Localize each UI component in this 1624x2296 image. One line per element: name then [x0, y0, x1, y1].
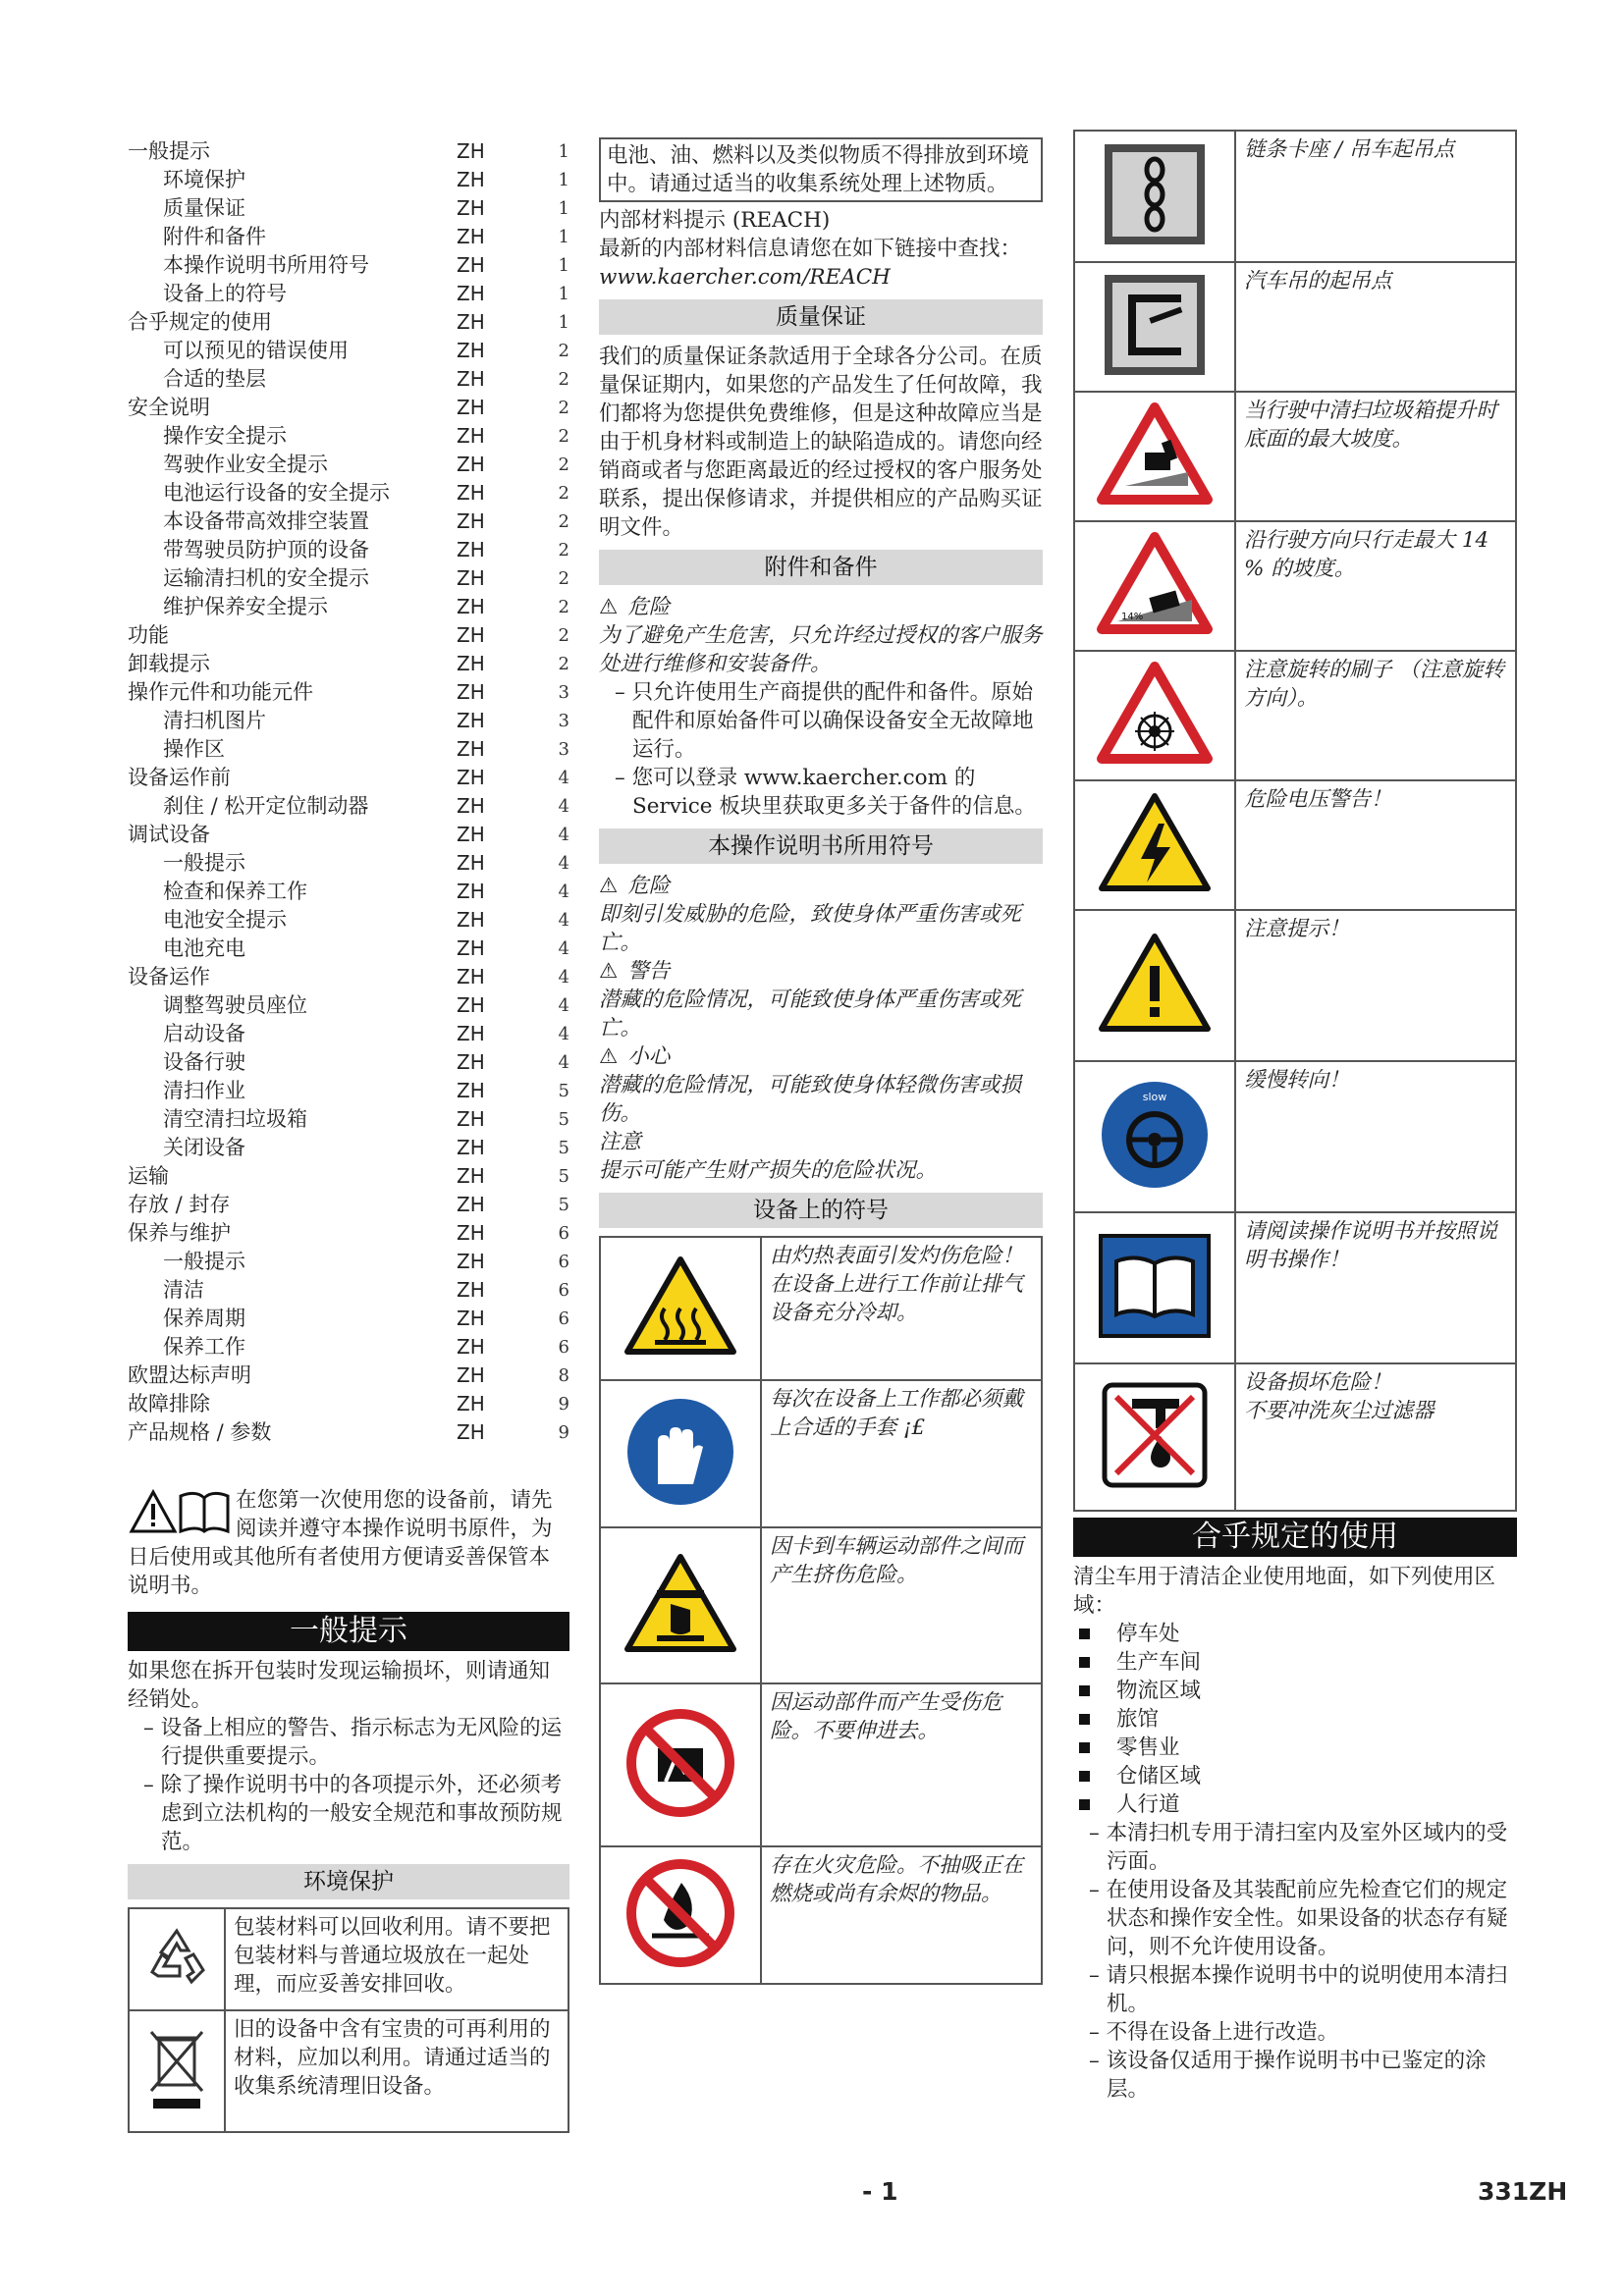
- toc-entry: [128, 1134, 569, 1162]
- heading-symbols-manual: 本操作说明书所用符号: [599, 828, 1043, 864]
- toc-title: 欧盟达标声明: [128, 1363, 251, 1387]
- intended-areas: [1073, 1620, 1517, 1819]
- symbol-text: 每次在设备上工作都必须戴上合适的手套 ¡£: [761, 1380, 1042, 1527]
- toc-page: 4: [558, 938, 569, 959]
- toc-title: 操作安全提示: [163, 424, 287, 448]
- toc-page: 4: [558, 768, 569, 788]
- list-item: 旅馆: [1073, 1705, 1517, 1734]
- toc-entry: [128, 991, 569, 1020]
- toc-page: 2: [558, 654, 569, 674]
- symbols-manual-list: [599, 872, 1043, 1185]
- toc-lang: ZH: [457, 253, 485, 277]
- toc-title: 存放 / 封存: [128, 1193, 231, 1216]
- signal-word: ⚠ 危险: [599, 874, 671, 898]
- toc-lang: ZH: [457, 1050, 485, 1074]
- toc-title: 操作区: [163, 737, 225, 761]
- symbol-row: [600, 1527, 1042, 1683]
- symbol-row: [1074, 392, 1516, 521]
- toc-lang: ZH: [457, 737, 485, 761]
- page-number: - 1: [862, 2177, 898, 2206]
- toc-page: 2: [558, 426, 569, 447]
- toc-lang: ZH: [457, 396, 485, 419]
- symbol-text: 沿行驶方向只行走最大 14 % 的坡度。: [1235, 521, 1516, 651]
- toc-lang: ZH: [457, 652, 485, 675]
- symbol-text: 请阅读操作说明书并按照说明书操作！: [1235, 1212, 1516, 1363]
- list-item: – 不得在设备上进行改造。: [1073, 2018, 1517, 2047]
- toc-page: 1: [558, 284, 569, 304]
- toc-lang: ZH: [457, 481, 485, 505]
- toc-title: 故障排除: [128, 1392, 210, 1415]
- toc-lang: ZH: [457, 993, 485, 1017]
- env-text-1: 包装材料可以回收利用。请不要把包装材料与普通垃圾放在一起处理，而应妥善安排回收。: [225, 1908, 568, 2010]
- toc-title: 电池运行设备的安全提示: [163, 481, 390, 505]
- svg-text:14%: 14%: [1121, 612, 1144, 622]
- toc-entry: [128, 1105, 569, 1134]
- toc-lang: ZH: [457, 936, 485, 960]
- symbol-text: 缓慢转向！: [1235, 1061, 1516, 1212]
- toc-lang: ZH: [457, 1193, 485, 1216]
- toc-entry: [128, 1191, 569, 1219]
- toc-lang: ZH: [457, 566, 485, 590]
- toc-title: 保养工作: [163, 1335, 245, 1359]
- toc-entry: [128, 1418, 569, 1447]
- symbol-text: 由灼热表面引发灼伤危险！在设备上进行工作前让排气设备充分冷却。: [761, 1237, 1042, 1380]
- toc-title: 驾驶作业安全提示: [163, 453, 328, 476]
- signal-word-text: 即刻引发威胁的危险，致使身体严重伤害或死亡。: [599, 902, 1022, 955]
- column-middle: [599, 137, 1043, 1985]
- toc-entry: [128, 451, 569, 479]
- toc-lang: ZH: [457, 965, 485, 988]
- toc-entry: [128, 536, 569, 564]
- toc-entry: [128, 507, 569, 536]
- general-p1: 如果您在拆开包装时发现运输损坏，则请通知经销处。: [128, 1659, 551, 1712]
- toc-page: 1: [558, 227, 569, 247]
- toc-entry: [128, 1162, 569, 1191]
- toc-title: 电池安全提示: [163, 908, 287, 932]
- toc-title: 合乎规定的使用: [128, 310, 272, 334]
- symbol-text: 注意旋转的刷子 （注意旋转方向）。: [1235, 651, 1516, 780]
- toc-lang: ZH: [457, 1335, 485, 1359]
- symbol-text: 链条卡座 / 吊车起吊点: [1235, 131, 1516, 262]
- symbol-row: [1074, 1061, 1516, 1212]
- toc-title: 产品规格 / 参数: [128, 1420, 272, 1444]
- toc-title: 可以预见的错误使用: [163, 339, 349, 362]
- toc-lang: ZH: [457, 794, 485, 818]
- device-symbols-table-2: [1073, 130, 1517, 1512]
- symbol-row: [600, 1683, 1042, 1846]
- toc-page: 2: [558, 597, 569, 617]
- list-item: – 该设备仅适用于操作说明书中已鉴定的涂层。: [1073, 2047, 1517, 2104]
- toc-page: 2: [558, 483, 569, 504]
- max-slope-dumping-icon: [1074, 392, 1235, 521]
- toc-entry: [128, 707, 569, 735]
- doc-code: 331ZH: [1478, 2177, 1568, 2206]
- signal-word-text: 潜藏的危险情况，可能致使身体严重伤害或死亡。: [599, 988, 1022, 1041]
- list-item: 停车处: [1073, 1620, 1517, 1648]
- list-item: 物流区域: [1073, 1677, 1517, 1705]
- symbol-row: [1074, 262, 1516, 392]
- no-water-filter-icon: [1074, 1363, 1235, 1511]
- heading-accessories: 附件和备件: [599, 550, 1043, 585]
- hot-surface-icon: [600, 1237, 761, 1380]
- toc-page: 2: [558, 540, 569, 561]
- toc-page: 2: [558, 454, 569, 475]
- toc-page: 1: [558, 312, 569, 333]
- caution-icon: [1074, 910, 1235, 1061]
- toc-entry: [128, 735, 569, 764]
- list-item: 生产车间: [1073, 1648, 1517, 1677]
- intended-notes: [1073, 1819, 1517, 2104]
- column-left: [128, 137, 569, 2133]
- toc-title: 清扫作业: [163, 1079, 245, 1102]
- toc-lang: ZH: [457, 1221, 485, 1245]
- symbol-text: 危险电压警告！: [1235, 780, 1516, 910]
- symbol-text: 因运动部件而产生受伤危险。不要伸进去。: [761, 1683, 1042, 1846]
- toc-entry: [128, 621, 569, 650]
- warning-triangle-icon: ⚠: [599, 874, 619, 898]
- heading-intended-use: 合乎规定的使用: [1073, 1518, 1517, 1557]
- toc-title: 功能: [128, 623, 169, 647]
- table-of-contents: [128, 137, 569, 1447]
- toc-lang: ZH: [457, 1420, 485, 1444]
- toc-page: 9: [558, 1422, 569, 1443]
- chain-hoist-icon: [1074, 131, 1235, 262]
- toc-title: 检查和保养工作: [163, 880, 307, 903]
- symbol-text: 汽车吊的起吊点: [1235, 262, 1516, 392]
- toc-entry: [128, 1048, 569, 1077]
- toc-title: 一般提示: [163, 1250, 245, 1273]
- toc-entry: [128, 479, 569, 507]
- toc-entry: [128, 137, 569, 166]
- toc-page: 2: [558, 369, 569, 390]
- toc-page: 8: [558, 1365, 569, 1386]
- read-manual-icon: [1074, 1212, 1235, 1363]
- toc-title: 清扫机图片: [163, 709, 266, 732]
- accessories-danger-text: 为了避免产生危害，只允许经过授权的客户服务处进行维修和安装备件。: [599, 623, 1043, 676]
- toc-title: 电池充电: [163, 936, 245, 960]
- toc-page: 2: [558, 625, 569, 646]
- toc-page: 3: [558, 711, 569, 731]
- toc-page: 4: [558, 825, 569, 845]
- toc-title: 清洁: [163, 1278, 204, 1302]
- toc-title: 合适的垫层: [163, 367, 266, 391]
- symbol-row: [1074, 521, 1516, 651]
- toc-entry: [128, 906, 569, 934]
- symbol-row: [1074, 910, 1516, 1061]
- toc-entry: [128, 934, 569, 963]
- toc-entry: [128, 1020, 569, 1048]
- toc-lang: ZH: [457, 595, 485, 618]
- warning-triangle-icon: ⚠: [599, 1044, 619, 1069]
- toc-title: 运输: [128, 1164, 169, 1188]
- toc-page: 5: [558, 1081, 569, 1101]
- toc-entry: [128, 308, 569, 337]
- toc-lang: ZH: [457, 1022, 485, 1045]
- toc-lang: ZH: [457, 680, 485, 704]
- toc-title: 清空清扫垃圾箱: [163, 1107, 307, 1131]
- toc-page: 4: [558, 853, 569, 874]
- intended-text: 清尘车用于清洁企业使用地面，如下列使用区域：: [1073, 1565, 1496, 1618]
- no-reach-icon: [600, 1683, 761, 1846]
- toc-lang: ZH: [457, 766, 485, 789]
- reach-title: 内部材料提示 (REACH): [599, 208, 831, 233]
- toc-title: 本操作说明书所用符号: [163, 253, 369, 277]
- list-item: – 在使用设备及其装配前应先检查它们的规定状态和操作安全性。如果设备的状态存有疑问，则不允许使用设备。: [1073, 1876, 1517, 1961]
- list-item: – 请只根据本操作说明书中的说明使用本清扫机。: [1073, 1961, 1517, 2018]
- toc-page: 4: [558, 995, 569, 1016]
- toc-entry: [128, 1305, 569, 1333]
- slow-steering-icon: [1074, 1061, 1235, 1212]
- svg-text:slow: slow: [1142, 1091, 1167, 1103]
- toc-title: 调整驾驶员座位: [163, 993, 307, 1017]
- toc-lang: ZH: [457, 225, 485, 248]
- toc-title: 调试设备: [128, 823, 210, 846]
- toc-entry: [128, 422, 569, 451]
- toc-entry: [128, 194, 569, 223]
- toc-page: 6: [558, 1280, 569, 1301]
- intro-text: 在您第一次使用您的设备前，请先阅读并遵守本操作说明书原件，为日后使用或其他所有者使用方便请妥善保管本说明书。: [128, 1488, 553, 1598]
- toc-page: 2: [558, 568, 569, 589]
- toc-lang: ZH: [457, 168, 485, 191]
- toc-page: 4: [558, 910, 569, 931]
- toc-lang: ZH: [457, 823, 485, 846]
- toc-lang: ZH: [457, 1307, 485, 1330]
- toc-page: 5: [558, 1166, 569, 1187]
- toc-entry: [128, 223, 569, 251]
- toc-title: 刹住 / 松开定位制动器: [163, 794, 369, 818]
- signal-word-text: 提示可能产生财产损失的危险状况。: [599, 1158, 938, 1183]
- toc-title: 一般提示: [163, 851, 245, 875]
- toc-lang: ZH: [457, 623, 485, 647]
- general-d2: – 除了操作说明书中的各项提示外，还必须考虑到立法机构的一般安全规范和事故预防规范。: [128, 1771, 569, 1856]
- reach-url: www.kaercher.com/REACH: [599, 265, 891, 290]
- symbol-row: [600, 1237, 1042, 1380]
- toc-page: 9: [558, 1394, 569, 1415]
- toc-page: 3: [558, 682, 569, 703]
- symbol-text: 因卡到车辆运动部件之间而产生挤伤危险。: [761, 1527, 1042, 1683]
- toc-lang: ZH: [457, 282, 485, 305]
- signal-word: 注意: [599, 1130, 642, 1154]
- toc-page: 3: [558, 739, 569, 760]
- toc-lang: ZH: [457, 453, 485, 476]
- toc-lang: ZH: [457, 339, 485, 362]
- toc-title: 本设备带高效排空装置: [163, 509, 369, 533]
- symbol-row: [1074, 1363, 1516, 1511]
- toc-title: 设备上的符号: [163, 282, 287, 305]
- toc-page: 4: [558, 881, 569, 902]
- slope-14-icon: [1074, 521, 1235, 651]
- toc-lang: ZH: [457, 908, 485, 932]
- toc-page: 2: [558, 398, 569, 418]
- toc-entry: [128, 792, 569, 821]
- symbol-row: [1074, 131, 1516, 262]
- warning-triangle-icon: ⚠: [599, 595, 619, 619]
- toc-lang: ZH: [457, 196, 485, 220]
- gloves-icon: [600, 1380, 761, 1527]
- toc-entry: [128, 280, 569, 308]
- toc-title: 安全说明: [128, 396, 210, 419]
- warning-triangle-icon: ⚠: [599, 959, 619, 984]
- warning-read-manual-icon: [128, 1486, 230, 1535]
- symbol-row: [1074, 1212, 1516, 1363]
- rotating-brush-icon: [1074, 651, 1235, 780]
- toc-page: 5: [558, 1195, 569, 1215]
- accessories-danger: ⚠ 危险: [599, 595, 671, 619]
- toc-entry: [128, 1219, 569, 1248]
- toc-lang: ZH: [457, 709, 485, 732]
- toc-entry: [128, 1390, 569, 1418]
- toc-lang: ZH: [457, 880, 485, 903]
- toc-title: 维护保养安全提示: [163, 595, 328, 618]
- toc-entry: [128, 593, 569, 621]
- toc-title: 一般提示: [128, 139, 210, 163]
- heading-env: 环境保护: [128, 1864, 569, 1899]
- crush-hand-icon: [600, 1527, 761, 1683]
- symbol-row: [600, 1846, 1042, 1984]
- high-voltage-icon: [1074, 780, 1235, 910]
- toc-page: 6: [558, 1223, 569, 1244]
- toc-page: 1: [558, 141, 569, 162]
- accessories-d1: – 只允许使用生产商提供的配件和备件。原始配件和原始备件可以确保设备安全无故障地运行。: [599, 678, 1043, 764]
- toc-entry: [128, 1077, 569, 1105]
- toc-title: 质量保证: [163, 196, 245, 220]
- toc-entry: [128, 365, 569, 394]
- toc-entry: [128, 166, 569, 194]
- toc-entry: [128, 764, 569, 792]
- signal-word: ⚠ 小心: [599, 1044, 671, 1069]
- toc-page: 5: [558, 1138, 569, 1158]
- toc-page: 4: [558, 796, 569, 817]
- toc-page: 1: [558, 255, 569, 276]
- toc-lang: ZH: [457, 310, 485, 334]
- column-right: [1073, 130, 1517, 2104]
- toc-title: 卸载提示: [128, 652, 210, 675]
- toc-title: 设备运作: [128, 965, 210, 988]
- toc-page: 4: [558, 1052, 569, 1073]
- toc-page: 4: [558, 967, 569, 988]
- toc-lang: ZH: [457, 1363, 485, 1387]
- toc-entry: [128, 650, 569, 678]
- toc-title: 环境保护: [163, 168, 245, 191]
- intro-note: [128, 1486, 569, 1600]
- toc-title: 设备行驶: [163, 1050, 245, 1074]
- toc-title: 操作元件和功能元件: [128, 680, 313, 704]
- toc-lang: ZH: [457, 1107, 485, 1131]
- toc-page: 5: [558, 1109, 569, 1130]
- heading-quality: 质量保证: [599, 299, 1043, 335]
- toc-entry: [128, 394, 569, 422]
- general-d1: – 设备上相应的警告、指示标志为无风险的运行提供重要提示。: [128, 1714, 569, 1771]
- env-text-2: 旧的设备中含有宝贵的可再利用的材料，应加以利用。请通过适当的收集系统清理旧设备。: [225, 2010, 568, 2132]
- toc-lang: ZH: [457, 1164, 485, 1188]
- device-symbols-table-1: [599, 1236, 1043, 1985]
- toc-title: 设备运作前: [128, 766, 231, 789]
- signal-word: ⚠ 警告: [599, 959, 671, 984]
- recycle-icon: [142, 1923, 211, 1992]
- toc-title: 启动设备: [163, 1022, 245, 1045]
- toc-lang: ZH: [457, 538, 485, 561]
- toc-entry: [128, 821, 569, 849]
- list-item: 仓储区域: [1073, 1762, 1517, 1790]
- toc-lang: ZH: [457, 1079, 485, 1102]
- weee-bin-icon: [145, 2026, 208, 2112]
- toc-lang: ZH: [457, 367, 485, 391]
- toc-lang: ZH: [457, 1278, 485, 1302]
- toc-title: 保养与维护: [128, 1221, 231, 1245]
- symbol-row: [1074, 780, 1516, 910]
- toc-entry: [128, 963, 569, 991]
- symbol-text: 存在火灾危险。不抽吸正在燃烧或尚有余烬的物品。: [761, 1846, 1042, 1984]
- toc-entry: [128, 1362, 569, 1390]
- list-item: 人行道: [1073, 1790, 1517, 1819]
- signal-word-text: 潜藏的危险情况，可能致使身体轻微伤害或损伤。: [599, 1073, 1022, 1126]
- toc-title: 关闭设备: [163, 1136, 245, 1159]
- list-item: – 本清扫机专用于清扫室内及室外区域内的受污面。: [1073, 1819, 1517, 1876]
- env-text-3: 电池、油、燃料以及类似物质不得排放到环境中。请通过适当的收集系统处理上述物质。: [599, 137, 1043, 202]
- env-table: [128, 1907, 569, 2133]
- toc-entry: [128, 678, 569, 707]
- toc-title: 保养周期: [163, 1307, 245, 1330]
- toc-entry: [128, 564, 569, 593]
- toc-page: 2: [558, 341, 569, 361]
- toc-page: 2: [558, 511, 569, 532]
- toc-entry: [128, 878, 569, 906]
- heading-symbols-device: 设备上的符号: [599, 1193, 1043, 1228]
- symbol-row: [1074, 651, 1516, 780]
- toc-page: 1: [558, 198, 569, 219]
- toc-lang: ZH: [457, 424, 485, 448]
- toc-title: 带驾驶员防护顶的设备: [163, 538, 369, 561]
- fire-hazard-icon: [600, 1846, 761, 1984]
- toc-entry: [128, 251, 569, 280]
- list-item: 零售业: [1073, 1734, 1517, 1762]
- symbol-text: 设备损坏危险！ 不要冲洗灰尘过滤器: [1235, 1363, 1516, 1511]
- toc-title: 运输清扫机的安全提示: [163, 566, 369, 590]
- toc-page: 1: [558, 170, 569, 190]
- toc-lang: ZH: [457, 139, 485, 163]
- toc-lang: ZH: [457, 1136, 485, 1159]
- toc-entry: [128, 337, 569, 365]
- toc-entry: [128, 849, 569, 878]
- toc-page: 4: [558, 1024, 569, 1044]
- toc-entry: [128, 1333, 569, 1362]
- heading-general: 一般提示: [128, 1612, 569, 1651]
- toc-lang: ZH: [457, 1392, 485, 1415]
- accessories-d2: – 您可以登录 www.kaercher.com 的 Service 板块里获取更多关于备件的信息。: [599, 764, 1043, 821]
- symbol-row: [600, 1380, 1042, 1527]
- toc-entry: [128, 1276, 569, 1305]
- toc-lang: ZH: [457, 851, 485, 875]
- symbol-text: 当行驶中清扫垃圾箱提升时底面的最大坡度。: [1235, 392, 1516, 521]
- crane-lift-point-icon: [1074, 262, 1235, 392]
- toc-lang: ZH: [457, 1250, 485, 1273]
- toc-lang: ZH: [457, 509, 485, 533]
- toc-page: 6: [558, 1337, 569, 1358]
- symbol-text: 注意提示！: [1235, 910, 1516, 1061]
- toc-page: 6: [558, 1252, 569, 1272]
- toc-entry: [128, 1248, 569, 1276]
- quality-text: 我们的质量保证条款适用于全球各分公司。在质量保证期内，如果您的产品发生了任何故障，我们都将为您提供免费维修，但是这种故障应当是由于机身材料或制造上的缺陷造成的。请您向经销商或者与您距离最近的经过授权的客户服务处联系，提出保修请求，并提供相应的产品购买证明文件。: [599, 345, 1043, 540]
- reach-text: 最新的内部材料信息请您在如下链接中查找：: [599, 237, 1022, 261]
- toc-title: 附件和备件: [163, 225, 266, 248]
- toc-page: 6: [558, 1308, 569, 1329]
